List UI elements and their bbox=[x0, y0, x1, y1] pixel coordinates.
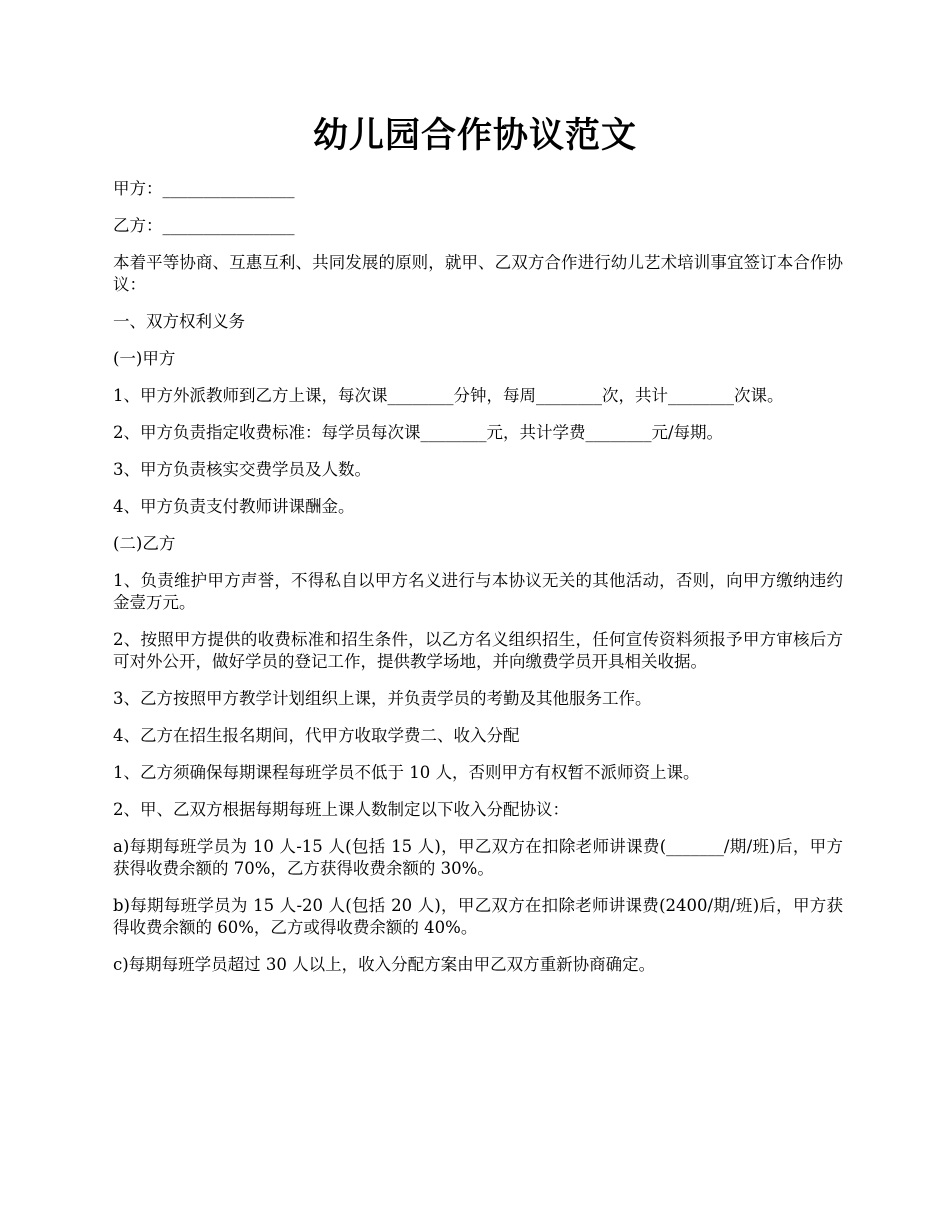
clause-b-3: 3、乙方按照甲方教学计划组织上课，并负责学员的考勤及其他服务工作。 bbox=[113, 689, 652, 708]
party-b-line: 乙方：________________ bbox=[113, 216, 295, 235]
clause-b-4: 4、乙方在招生报名期间，代甲方收取学费二、收入分配 bbox=[113, 726, 520, 745]
clause-a-3: 3、甲方负责核实交费学员及人数。 bbox=[113, 460, 371, 479]
revenue-tier-a: a)每期每班学员为 10 人-15 人(包括 15 人)，甲乙双方在扣除老师讲课费(_______/期/班)后，甲方获得收费余额的 70%，乙方获得收费余额的 30%。 bbox=[113, 837, 843, 878]
document-title: 幼儿园合作协议范文 bbox=[312, 115, 637, 156]
revenue-clause-1: 1、乙方须确保每期课程每班学员不低于 10 人，否则甲方有权暂不派师资上课。 bbox=[113, 763, 700, 782]
preamble: 本着平等协商、互惠互利、共同发展的原则，就甲、乙双方合作进行幼儿艺术培训事宜签订本合作协议： bbox=[113, 253, 843, 294]
clause-b-2: 2、按照甲方提供的收费标准和招生条件，以乙方名义组织招生，任何宣传资料须报予甲方审核后方可对外公开，做好学员的登记工作，提供教学场地，并向缴费学员开具相关收据。 bbox=[113, 630, 843, 671]
subsection-party-b: (二)乙方 bbox=[113, 534, 176, 553]
clause-a-1: 1、甲方外派教师到乙方上课，每次课________分钟，每周________次，共计________次课。 bbox=[113, 386, 784, 405]
document-body bbox=[113, 178, 843, 991]
clause-a-2: 2、甲方负责指定收费标准：每学员每次课________元，共计学费________元/每期。 bbox=[113, 423, 724, 442]
section-heading-rights: 一、双方权利义务 bbox=[113, 312, 245, 331]
revenue-tier-c: c)每期每班学员超过 30 人以上，收入分配方案由甲乙双方重新协商确定。 bbox=[113, 955, 656, 974]
party-a-line: 甲方：________________ bbox=[113, 179, 295, 198]
clause-a-4: 4、甲方负责支付教师讲课酬金。 bbox=[113, 497, 355, 516]
subsection-party-a: (一)甲方 bbox=[113, 349, 176, 368]
clause-b-1: 1、负责维护甲方声誉，不得私自以甲方名义进行与本协议无关的其他活动，否则，向甲方缴纳违约金壹万元。 bbox=[113, 571, 843, 612]
revenue-clause-2: 2、甲、乙双方根据每期每班上课人数制定以下收入分配协议： bbox=[113, 800, 569, 819]
revenue-tier-b: b)每期每班学员为 15 人-20 人(包括 20 人)，甲乙双方在扣除老师讲课费(2400/期/班)后，甲方获得收费余额的 60%，乙方或得收费余额的 40%。 bbox=[113, 896, 843, 937]
